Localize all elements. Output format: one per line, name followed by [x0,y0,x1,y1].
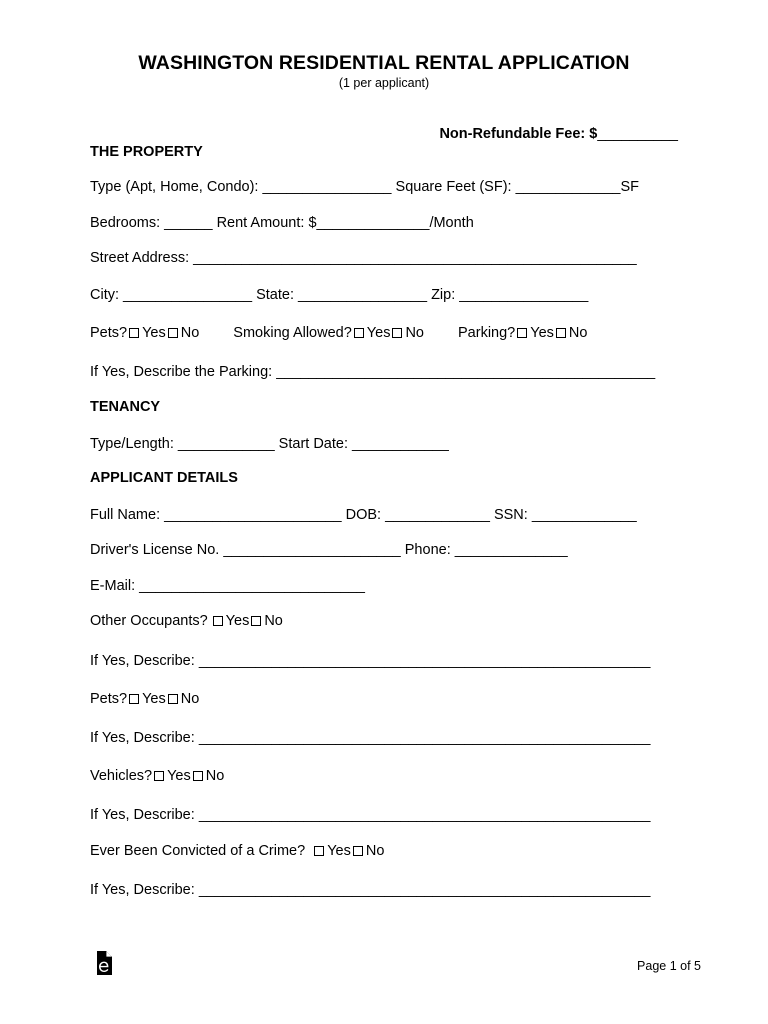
property-type-label: Type (Apt, Home, Condo): [90,179,263,195]
zip-label: Zip: [427,287,460,303]
license-phone-row [90,542,568,558]
occupants-yes-checkbox[interactable] [213,616,223,626]
square-feet-unit: SF [620,179,639,195]
rent-amount-label: Rent Amount: $ [212,215,317,231]
phone-label: Phone: [400,542,455,558]
parking-description-label: If Yes, Describe the Parking: [90,364,277,380]
crime-label: Ever Been Convicted of a Crime? [90,843,306,859]
vehicles-label: Vehicles? [90,768,153,784]
full-name-label: Full Name: [90,507,165,523]
vehicles-description-label: If Yes, Describe: [90,807,199,823]
occupants-description-row [90,653,650,669]
bedrooms-field[interactable]: ______ [164,215,213,231]
applicant-pets-row [90,691,199,707]
section-heading-property: THE PROPERTY [90,144,203,160]
property-pets-label: Pets? [90,325,128,341]
applicant-pets-yes-label: Yes [142,691,166,707]
crime-description-field[interactable]: ________________________________________________________ [198,882,651,898]
crime-row [90,843,384,859]
fee-label: Non-Refundable Fee: $ [439,126,598,142]
document-subtitle: (1 per applicant) [338,76,430,90]
start-date-label: Start Date: [274,436,353,452]
property-pets-yes-label: Yes [142,325,166,341]
occupants-yes-label: Yes [225,613,250,629]
square-feet-label: Square Feet (SF): [391,179,516,195]
vehicles-description-field[interactable]: ________________________________________________________ [198,807,651,823]
rent-amount-field[interactable]: ______________ [316,215,430,231]
email-row [90,578,365,594]
square-feet-field[interactable]: _____________ [515,179,621,195]
city-state-zip-row [90,287,588,303]
section-heading-applicant: APPLICANT DETAILS [90,470,238,486]
ssn-label: SSN: [489,507,532,523]
ssn-field[interactable]: _____________ [531,507,637,523]
rent-unit: /Month [429,215,474,231]
smoking-no-label: No [405,325,424,341]
bedrooms-label: Bedrooms: [90,215,165,231]
license-field[interactable]: ______________________ [223,542,401,558]
occupants-no-label: No [264,613,283,629]
dob-field[interactable]: _____________ [385,507,490,523]
tenancy-type-field[interactable]: ____________ [177,436,275,452]
tenancy-row [90,436,449,452]
crime-yes-label: Yes [327,843,351,859]
eforms-logo-icon [95,950,113,976]
city-field[interactable]: ________________ [123,287,253,303]
page-number: Page 1 of 5 [637,959,701,973]
property-type-field[interactable]: ________________ [262,179,392,195]
smoking-no-checkbox[interactable] [392,328,402,338]
crime-description-label: If Yes, Describe: [90,882,199,898]
state-label: State: [252,287,299,303]
pets-description-label: If Yes, Describe: [90,730,199,746]
full-name-field[interactable]: ______________________ [164,507,342,523]
email-label: E-Mail: [90,578,140,594]
tenancy-type-label: Type/Length: [90,436,178,452]
street-address-field[interactable]: _______________________________________________________ [193,250,637,266]
street-address-label: Street Address: [90,250,194,266]
parking-yes-checkbox[interactable] [517,328,527,338]
parking-no-label: No [568,325,588,341]
bedrooms-rent-row [90,215,474,231]
crime-no-checkbox[interactable] [353,846,363,856]
crime-description-row [90,882,650,898]
crime-yes-checkbox[interactable] [314,846,324,856]
vehicles-no-checkbox[interactable] [193,771,203,781]
parking-yes-label: Yes [530,325,554,341]
pets-description-row [90,730,650,746]
applicant-pets-label: Pets? [90,691,128,707]
dob-label: DOB: [341,507,386,523]
occupants-description-label: If Yes, Describe: [90,653,199,669]
property-type-row [90,179,639,195]
license-label: Driver's License No. [90,542,224,558]
pets-smoking-parking-row [90,325,587,341]
crime-no-label: No [365,843,385,859]
vehicles-no-label: No [205,768,225,784]
applicant-pets-no-label: No [180,691,200,707]
document-title: WASHINGTON RESIDENTIAL RENTAL APPLICATION [138,52,630,74]
name-dob-ssn-row [90,507,637,523]
street-address-row [90,250,637,266]
phone-field[interactable]: ______________ [454,542,568,558]
fee-field[interactable]: __________ [597,126,678,142]
non-refundable-fee [439,126,678,142]
smoking-yes-checkbox[interactable] [354,328,364,338]
city-label: City: [90,287,124,303]
property-pets-no-checkbox[interactable] [168,328,178,338]
property-pets-yes-checkbox[interactable] [129,328,139,338]
applicant-pets-no-checkbox[interactable] [168,694,178,704]
applicant-pets-yes-checkbox[interactable] [129,694,139,704]
vehicles-description-row [90,807,650,823]
property-pets-no-label: No [180,325,200,341]
zip-field[interactable]: ________________ [459,287,589,303]
smoking-yes-label: Yes [366,325,391,341]
smoking-label: Smoking Allowed? [233,325,352,341]
start-date-field[interactable]: ____________ [352,436,449,452]
occupants-label: Other Occupants? [90,613,208,629]
parking-description-field[interactable]: _______________________________________________ [276,364,656,380]
state-field[interactable]: ________________ [298,287,428,303]
parking-no-checkbox[interactable] [556,328,566,338]
occupants-description-field[interactable]: ________________________________________________________ [198,653,651,669]
section-heading-tenancy: TENANCY [90,399,161,415]
vehicles-yes-checkbox[interactable] [154,771,164,781]
pets-description-field[interactable]: ________________________________________________________ [198,730,651,746]
email-field[interactable]: ____________________________ [139,578,365,594]
parking-label: Parking? [458,325,516,341]
vehicles-yes-label: Yes [167,768,191,784]
occupants-row [90,613,283,629]
parking-description-row [90,364,655,380]
vehicles-row [90,768,224,784]
occupants-no-checkbox[interactable] [251,616,261,626]
